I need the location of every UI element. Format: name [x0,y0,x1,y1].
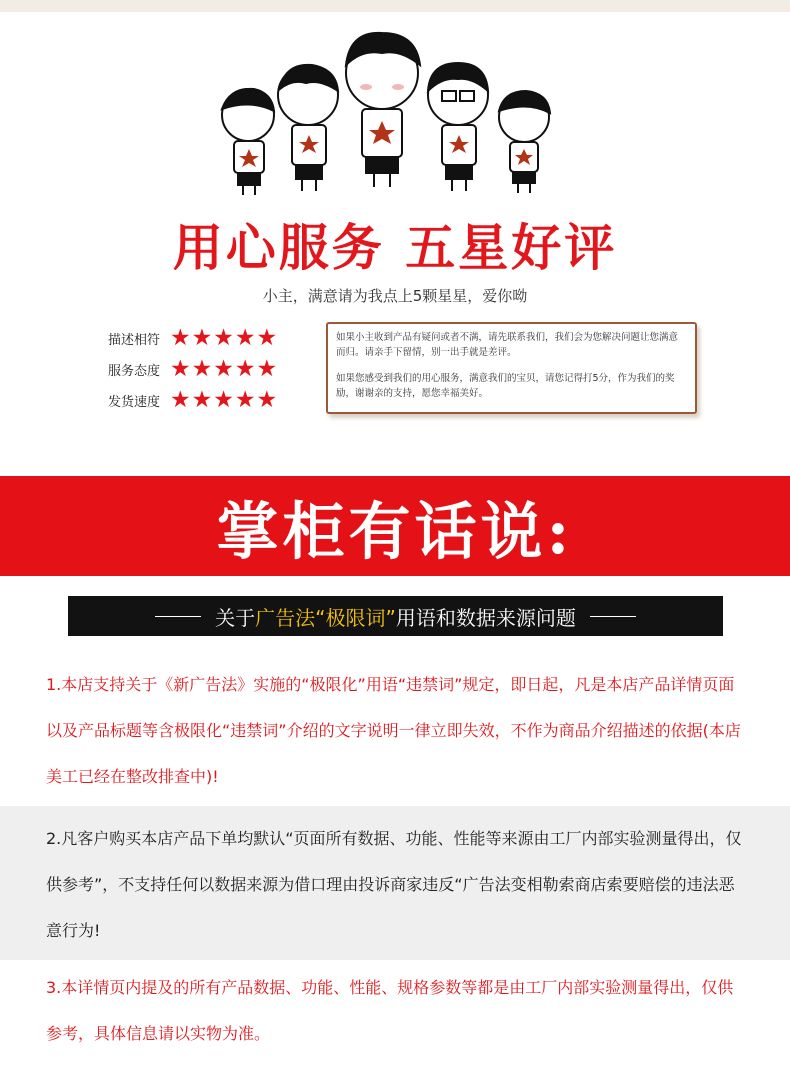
notice-paragraph-2: 2.凡客户购买本店产品下单均默认“页面所有数据、功能、性能等来源由工厂内部实验测量得出，仅供参考”，不支持任何以数据来源为借口理由投诉商家违反“广告法变相勒索商店索要赔偿的违法恶意行为! [0,806,790,960]
rating-row-service [108,356,278,382]
rating-label: 发货速度 [108,394,161,410]
rating-row-shipping [108,387,278,413]
rating-label: 服务态度 [108,363,161,379]
cartoon-children-illustration [210,25,570,200]
top-strip [0,0,790,12]
left-dash [155,616,201,617]
five-star-slogan: 用心服务 五星好评 [172,218,618,277]
section-title: 掌柜有话说: [216,494,574,568]
heading-highlight: 广告法 [255,605,316,630]
notice-paragraph-3: 3.本详情页内提及的所有产品数据、功能、性能、规格参数等都是由工厂内部实验测量得出，仅供参考，具体信息请以实物为准。 [46,978,734,1043]
right-dash [590,616,636,617]
section-title-band [0,476,790,576]
star-icons: ★★★★★ [170,356,279,382]
rating-request-subtitle: 小主，满意请为我点上5颗星星，爱你呦 [262,287,528,305]
rating-label: 描述相符 [108,332,161,348]
seller-note-box [326,322,697,414]
notice-paragraph-1: 1.本店支持关于《新广告法》实施的“极限化”用语“违禁词”规定，即日起，凡是本店产品详情页面以及产品标题等含极限化“违禁词”介绍的文字说明一律立即失效，不作为商品介绍描述的依据(本店美工已经在整改排查中)! [46,675,741,786]
star-icons: ★★★★★ [170,387,279,413]
note-line-thanks: 如果您感受到我们的用心服务，满意我们的宝贝，请您记得打5分，作为我们的奖励，谢谢亲的支持，愿您幸福美好。 [336,373,675,399]
heading-suffix: 用语和数据来源问题 [395,605,576,630]
rating-row-description [108,325,278,351]
heading-prefix: 关于 [215,605,256,630]
heading-quoted-term: “极限词” [315,605,396,630]
star-icons: ★★★★★ [170,325,279,351]
note-line-complaint: 如果小主收到产品有疑问或者不满，请先联系我们，我们会为您解决问题让您满意而归。请亲手下留情，别一出手就是差评。 [336,332,679,358]
ad-law-heading-bar [68,596,723,636]
